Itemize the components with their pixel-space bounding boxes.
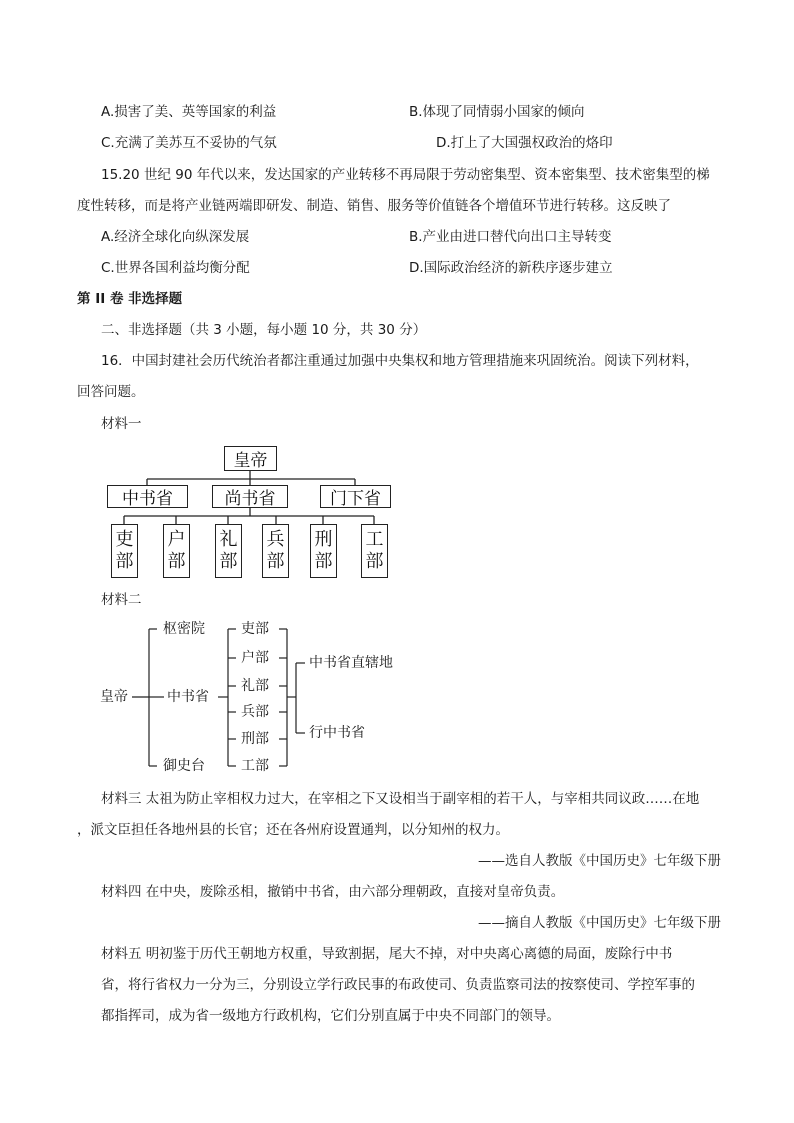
m2-ministry-li-rites: 礼部 <box>241 678 269 694</box>
ministry-char-1: 户 <box>167 529 186 551</box>
material3-source: ——选自人教版《中国历史》七年级下册 <box>478 853 721 869</box>
q15-option-c: C.世界各国利益均衡分配 <box>101 260 250 276</box>
q15-option-b: B.产业由进口替代向出口主导转变 <box>409 229 612 245</box>
ministry-char-2: 部 <box>314 551 333 572</box>
q15-stem-line2: 度性转移，而是将产业链两端即研发、制造、销售、服务等价值链各个增值环节进行转移。这反映了 <box>77 198 671 214</box>
ministry-char-2: 部 <box>219 551 238 572</box>
org-province-menxia: 门下省 <box>320 485 391 508</box>
org-emperor-box: 皇帝 <box>224 446 277 471</box>
org-province-shangshu: 尚书省 <box>212 485 288 508</box>
m2-ministry-li-personnel: 吏部 <box>241 621 269 637</box>
ministry-char-1: 吏 <box>115 529 134 551</box>
ministry-char-2: 部 <box>115 551 134 572</box>
q15-option-d: D.国际政治经济的新秩序逐步建立 <box>409 260 613 276</box>
m2-ministry-bing: 兵部 <box>241 704 269 720</box>
material5-line3: 都指挥司，成为省一级地方行政机构，它们分别直属于中央不同部门的领导。 <box>101 1008 560 1024</box>
material2-label: 材料二 <box>101 592 142 608</box>
ministry-char-1: 工 <box>365 529 384 551</box>
m2-emperor: 皇帝 <box>100 689 128 705</box>
ministry-char-1: 礼 <box>219 529 238 551</box>
q14-option-d: D.打上了大国强权政治的烙印 <box>436 135 613 151</box>
q15-option-a: A.经济全球化向纵深发展 <box>101 229 250 245</box>
q15-stem-line1: 15.20 世纪 90 年代以来，发达国家的产业转移不再局限于劳动密集型、资本密集型、技术密集型的梯 <box>101 167 710 183</box>
ministry-char-1: 刑 <box>314 529 333 551</box>
ministry-char-2: 部 <box>266 551 285 572</box>
ministry-char-2: 部 <box>365 551 384 572</box>
q16-stem-line1: 16．中国封建社会历代统治者都注重通过加强中央集权和地方管理措施来巩固统治。阅读下列材料， <box>101 353 699 369</box>
material4-line1: 材料四 在中央，废除丞相，撤销中书省，由六部分理朝政，直接对皇帝负责。 <box>101 884 565 900</box>
material5-line1: 材料五 明初鉴于历代王朝地方权重，导致割据，尾大不掉，对中央离心离德的局面，废除行中书 <box>101 946 673 962</box>
ministry-char-2: 部 <box>167 551 186 572</box>
ministry-char-1: 兵 <box>266 529 285 551</box>
m2-ministry-xing: 刑部 <box>241 731 269 747</box>
q14-option-a: A.损害了美、英等国家的利益 <box>101 104 277 120</box>
q14-option-b: B.体现了同情弱小国家的倾向 <box>409 104 585 120</box>
m2-local-direct: 中书省直辖地 <box>309 655 393 671</box>
m2-local-xingsheng: 行中书省 <box>309 725 365 741</box>
q14-option-c: C.充满了美苏互不妥协的气氛 <box>101 135 277 151</box>
org-province-zhongshu: 中书省 <box>107 485 188 508</box>
material3-line1: 材料三 太祖为防止宰相权力过大，在宰相之下又设相当于副宰相的若干人，与宰相共同议政……在地 <box>101 791 700 807</box>
material1-label: 材料一 <box>101 416 142 432</box>
m2-branch-shumiyuan: 枢密院 <box>163 621 205 637</box>
m2-branch-zhongshusheng: 中书省 <box>167 689 209 705</box>
m2-ministry-hu: 户部 <box>241 650 269 666</box>
material4-source: ——摘自人教版《中国历史》七年级下册 <box>478 915 721 931</box>
material3-line2: ，派文臣担任各地州县的长官；还在各州府设置通判，以分知州的权力。 <box>77 822 509 838</box>
section-title: 第 II 卷 非选择题 <box>77 291 183 307</box>
m2-branch-yushitai: 御史台 <box>163 758 205 774</box>
q16-stem-line2: 回答问题。 <box>77 384 145 400</box>
m2-ministry-gong: 工部 <box>241 758 269 774</box>
section-subtitle: 二、非选择题（共 3 小题，每小题 10 分，共 30 分） <box>101 322 427 338</box>
material5-line2: 省，将行省权力一分为三，分别设立学行政民事的布政使司、负责监察司法的按察使司、学控军事的 <box>101 977 695 993</box>
